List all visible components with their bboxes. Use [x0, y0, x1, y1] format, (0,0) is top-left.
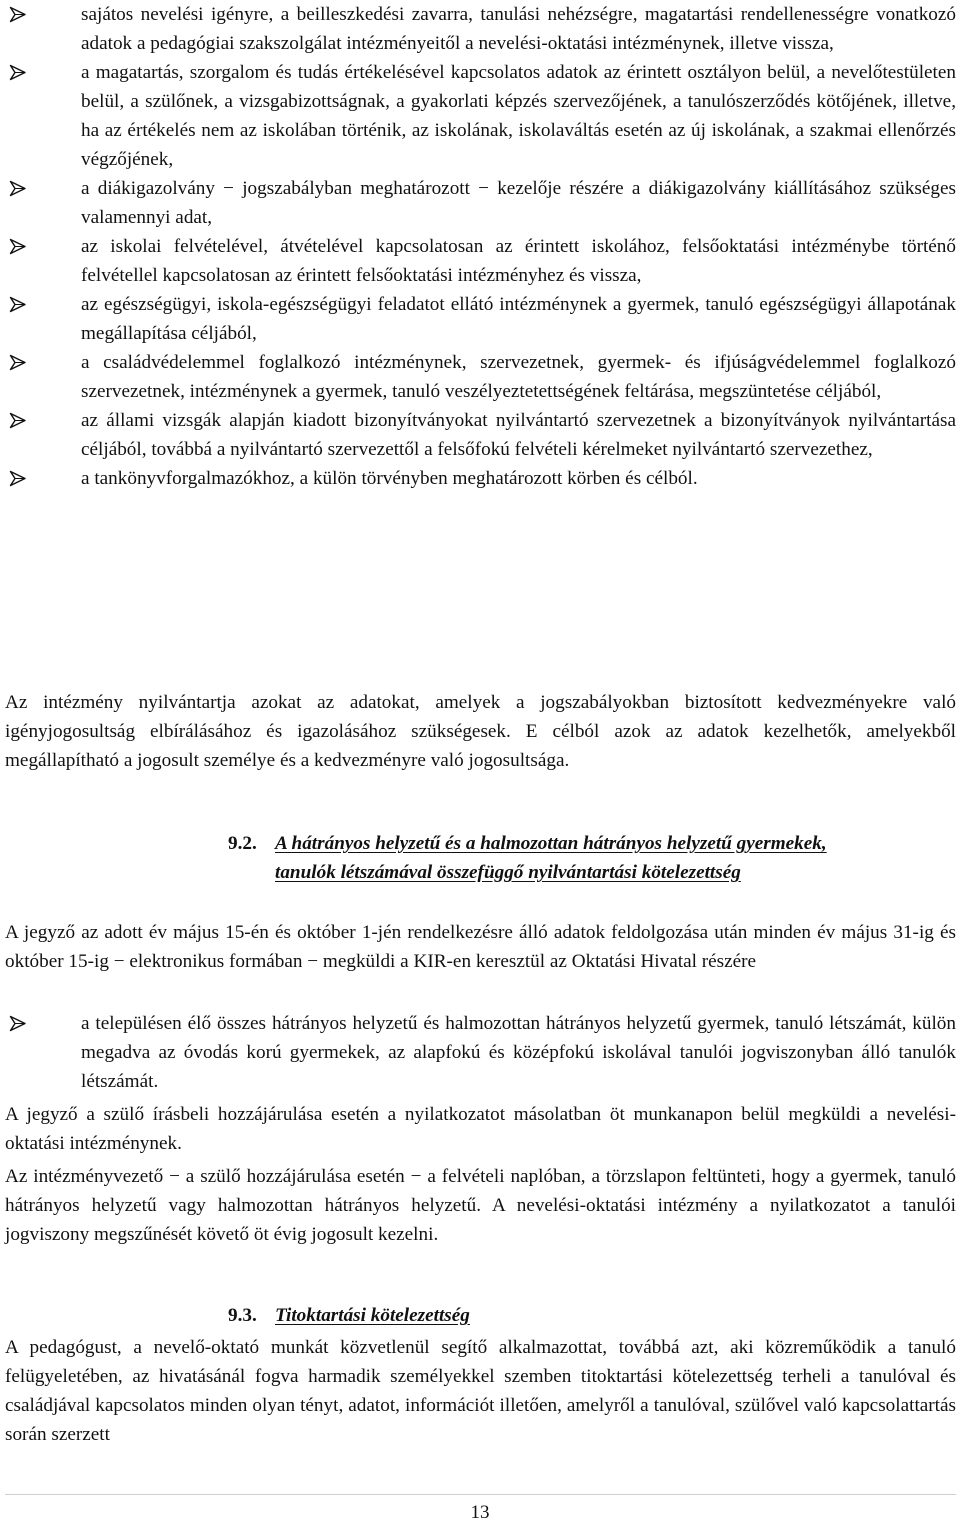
arrow-bullet-icon	[9, 1009, 49, 1032]
list-item-text: az állami vizsgák alapján kiadott bizonyítványokat nyilvántartó szervezetnek a bizonyítványok nyilvántartása céljából, továbbá a nyilvántartó szervezettől a felsőfokú felvételi kérelmeket nyilvántartó szervezethez,	[81, 410, 956, 460]
paragraph-parent-consent	[5, 1100, 956, 1158]
footer-divider	[5, 1494, 956, 1495]
list-item	[5, 290, 956, 348]
list-item	[5, 232, 956, 290]
list-item-text: a diákigazolvány − jogszabályban meghatározott − kezelője részére a diákigazolvány kiállításához szükséges valamennyi adat,	[81, 178, 956, 228]
data-transfer-list	[5, 0, 956, 493]
list-item-text: sajátos nevelési igényre, a beilleszkedési zavarra, tanulási nehézségre, magatartási rendellenességre vonatkozó adatok a pedagógiai szakszolgálat intézményeitől a nevelési-oktatási intézménynek, illetve vissza,	[81, 4, 956, 54]
arrow-bullet-icon	[9, 174, 49, 197]
section-title: A hátrányos helyzetű és a halmozottan hátrányos helyzetű gyermekek, tanulók létszámával összefüggő nyilvántartási kötelezettség	[275, 833, 827, 883]
list-item-text: az iskolai felvételével, átvételével kapcsolatosan az érintett iskolához, felsőoktatási intézménybe történő felvétellel kapcsolatosan az érintett felsőoktatási intézményhez és vissza,	[81, 236, 956, 286]
list-item	[5, 174, 956, 232]
arrow-bullet-icon	[9, 464, 49, 487]
list-item-text: a tankönyvforgalmazókhoz, a külön törvényben meghatározott körben és célból.	[81, 468, 698, 489]
list-item	[5, 0, 956, 58]
section-number: 9.3.	[228, 1305, 257, 1326]
arrow-bullet-icon	[9, 232, 49, 255]
section-heading-9-2	[228, 829, 878, 887]
arrow-bullet-icon	[9, 406, 49, 429]
paragraph-registry	[5, 1162, 956, 1249]
section-number: 9.2.	[228, 833, 257, 854]
list-item	[5, 1009, 956, 1096]
list-item-text: az egészségügyi, iskola-egészségügyi feladatot ellátó intézménynek a gyermek, tanuló egészségügyi állapotának megállapítása céljából,	[81, 294, 956, 344]
list-item	[5, 58, 956, 174]
list-item-text: a családvédelemmel foglalkozó intézménynek, szervezetnek, gyermek- és ifjúságvédelemmel foglalkozó szervezetnek, intézménynek a gyermek, tanuló veszélyeztetettségének feltárása, megszüntetése céljából,	[81, 352, 956, 402]
list-item-text: a településen élő összes hátrányos helyzetű és halmozottan hátrányos helyzetű gyermek, tanuló létszámát, külön megadva az óvodás korú gyermekek, az alapfokú és középfokú iskolával tanulói jogviszonyban álló tanulók létszámát.	[81, 1013, 956, 1092]
paragraph-entitlement	[5, 688, 956, 775]
arrow-bullet-icon	[9, 58, 49, 81]
arrow-bullet-icon	[9, 348, 49, 371]
page-number: 13	[470, 1502, 490, 1523]
paragraph-text: Az intézmény nyilvántartja azokat az adatokat, amelyek a jogszabályokban biztosított kedvezményekre való igényjogosultság elbírálásához és igazolásához szükségesek. E célból azok az adatok kezelhetők, amelyekből megállapítható a jogosult személye és a kedvezményre való jogosultsága.	[5, 692, 956, 771]
disadvantaged-list	[5, 1009, 956, 1096]
list-item	[5, 464, 956, 493]
arrow-bullet-icon	[9, 290, 49, 313]
paragraph-text: A jegyző a szülő írásbeli hozzájárulása esetén a nyilatkozatot másolatban öt munkanapon belül megküldi a nevelési-oktatási intézménynek.	[5, 1104, 956, 1154]
paragraph-notary-reporting	[5, 918, 956, 976]
list-item	[5, 348, 956, 406]
paragraph-text: A pedagógust, a nevelő-oktató munkát közvetlenül segítő alkalmazottat, továbbá azt, aki közreműködik a tanuló felügyeletében, az hivatásánál fogva harmadik személyekkel szemben titoktartási kötelezettség terheli a tanulóval és családjával kapcsolatos minden olyan tényt, adatot, információt illetően, amelyről a tanulóval, szülővel való kapcsolattartás során szerzett	[5, 1337, 956, 1445]
section-heading-9-3	[228, 1301, 728, 1330]
section-title: Titoktartási kötelezettség	[275, 1305, 470, 1326]
paragraph-confidentiality	[5, 1333, 956, 1449]
list-item-text: a magatartás, szorgalom és tudás értékelésével kapcsolatos adatok az érintett osztályon belül, a nevelőtestületen belül, a szülőnek, a vizsgabizottságnak, a gyakorlati képzés szervezőjének, a tanulószerződés kötőjének, illetve, ha az értékelés nem az iskolában történik, az iskolának, iskolaváltás esetén az új iskolának, a szakmai ellenőrzés végzőjének,	[81, 62, 956, 170]
list-item	[5, 406, 956, 464]
arrow-bullet-icon	[9, 0, 49, 23]
paragraph-text: Az intézményvezető − a szülő hozzájárulása esetén − a felvételi naplóban, a törzslapon feltünteti, hogy a gyermek, tanuló hátrányos helyzetű vagy halmozottan hátrányos helyzetű. A nevelési-oktatási intézmény a nyilatkozatot a tanulói jogviszony megszűnését követő öt évig jogosult kezelni.	[5, 1166, 956, 1245]
paragraph-text: A jegyző az adott év május 15-én és október 1-jén rendelkezésre álló adatok feldolgozása után minden év május 31-ig és október 15-ig − elektronikus formában − megküldi a KIR-en keresztül az Oktatási Hivatal részére	[5, 922, 956, 972]
